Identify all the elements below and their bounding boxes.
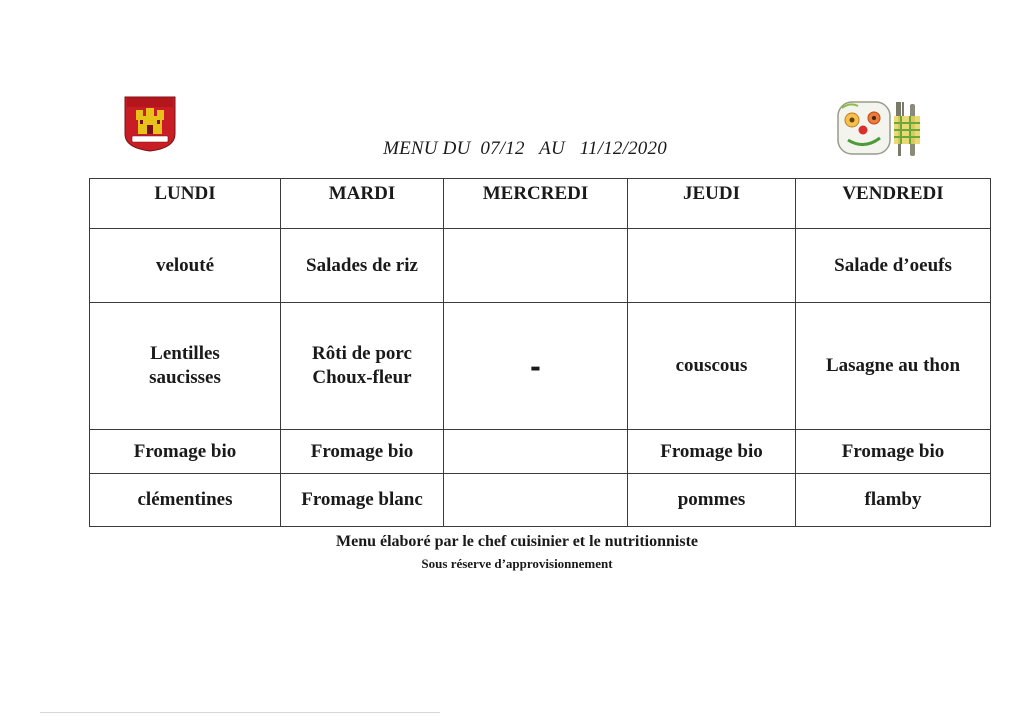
dessert-row: [90, 474, 991, 527]
plat-mardi: [281, 303, 444, 430]
fromage-mardi: Fromage bio: [281, 430, 444, 474]
day-header-mercredi: MERCREDI: [444, 179, 628, 229]
plat-lundi-line2: saucisses: [149, 367, 221, 388]
day-header-vendredi: VENDREDI: [796, 179, 991, 229]
entree-mercredi: [444, 229, 628, 303]
plat-lundi-line1: Lentilles: [150, 343, 220, 364]
plat-vendredi: [796, 303, 991, 430]
dessert-jeudi: pommes: [628, 474, 796, 527]
dessert-lundi: clémentines: [90, 474, 281, 527]
fromage-lundi: Fromage bio: [90, 430, 281, 474]
entree-lundi: velouté: [90, 229, 281, 303]
day-header-row: [90, 179, 991, 229]
dessert-vendredi: flamby: [796, 474, 991, 527]
plat-mercredi: [444, 303, 628, 430]
entree-vendredi: Salade d’oeufs: [796, 229, 991, 303]
plat-jeudi: [628, 303, 796, 430]
weekly-menu-table: [89, 178, 991, 527]
fromage-jeudi: Fromage bio: [628, 430, 796, 474]
plat-mercredi-dash: -: [530, 348, 541, 384]
plat-mardi-line2: Choux-fleur: [312, 367, 412, 388]
fromage-mercredi: [444, 430, 628, 474]
footer-chef-note: Menu élaboré par le chef cuisinier et le nutritionniste: [335, 533, 699, 550]
plat-vendredi-line1: Lasagne au thon: [825, 355, 961, 376]
dessert-mardi: Fromage blanc: [281, 474, 444, 527]
day-header-jeudi: JEUDI: [628, 179, 796, 229]
day-header-lundi: LUNDI: [90, 179, 281, 229]
dessert-mercredi: [444, 474, 628, 527]
scan-edge-line: [40, 712, 440, 713]
footer-supply-note: Sous réserve d’approvisionnement: [421, 556, 613, 571]
fromage-vendredi: Fromage bio: [796, 430, 991, 474]
plat-jeudi-line1: couscous: [675, 355, 748, 376]
day-header-mardi: MARDI: [281, 179, 444, 229]
plat-row: [90, 303, 991, 430]
entree-jeudi: [628, 229, 796, 303]
entree-mardi: Salades de riz: [281, 229, 444, 303]
plat-mardi-line1: Rôti de porc: [312, 343, 412, 364]
plat-lundi: [90, 303, 281, 430]
entree-row: [90, 229, 991, 303]
menu-title: MENU DU 07/12 AU 11/12/2020: [383, 138, 667, 159]
fromage-row: [90, 430, 991, 474]
